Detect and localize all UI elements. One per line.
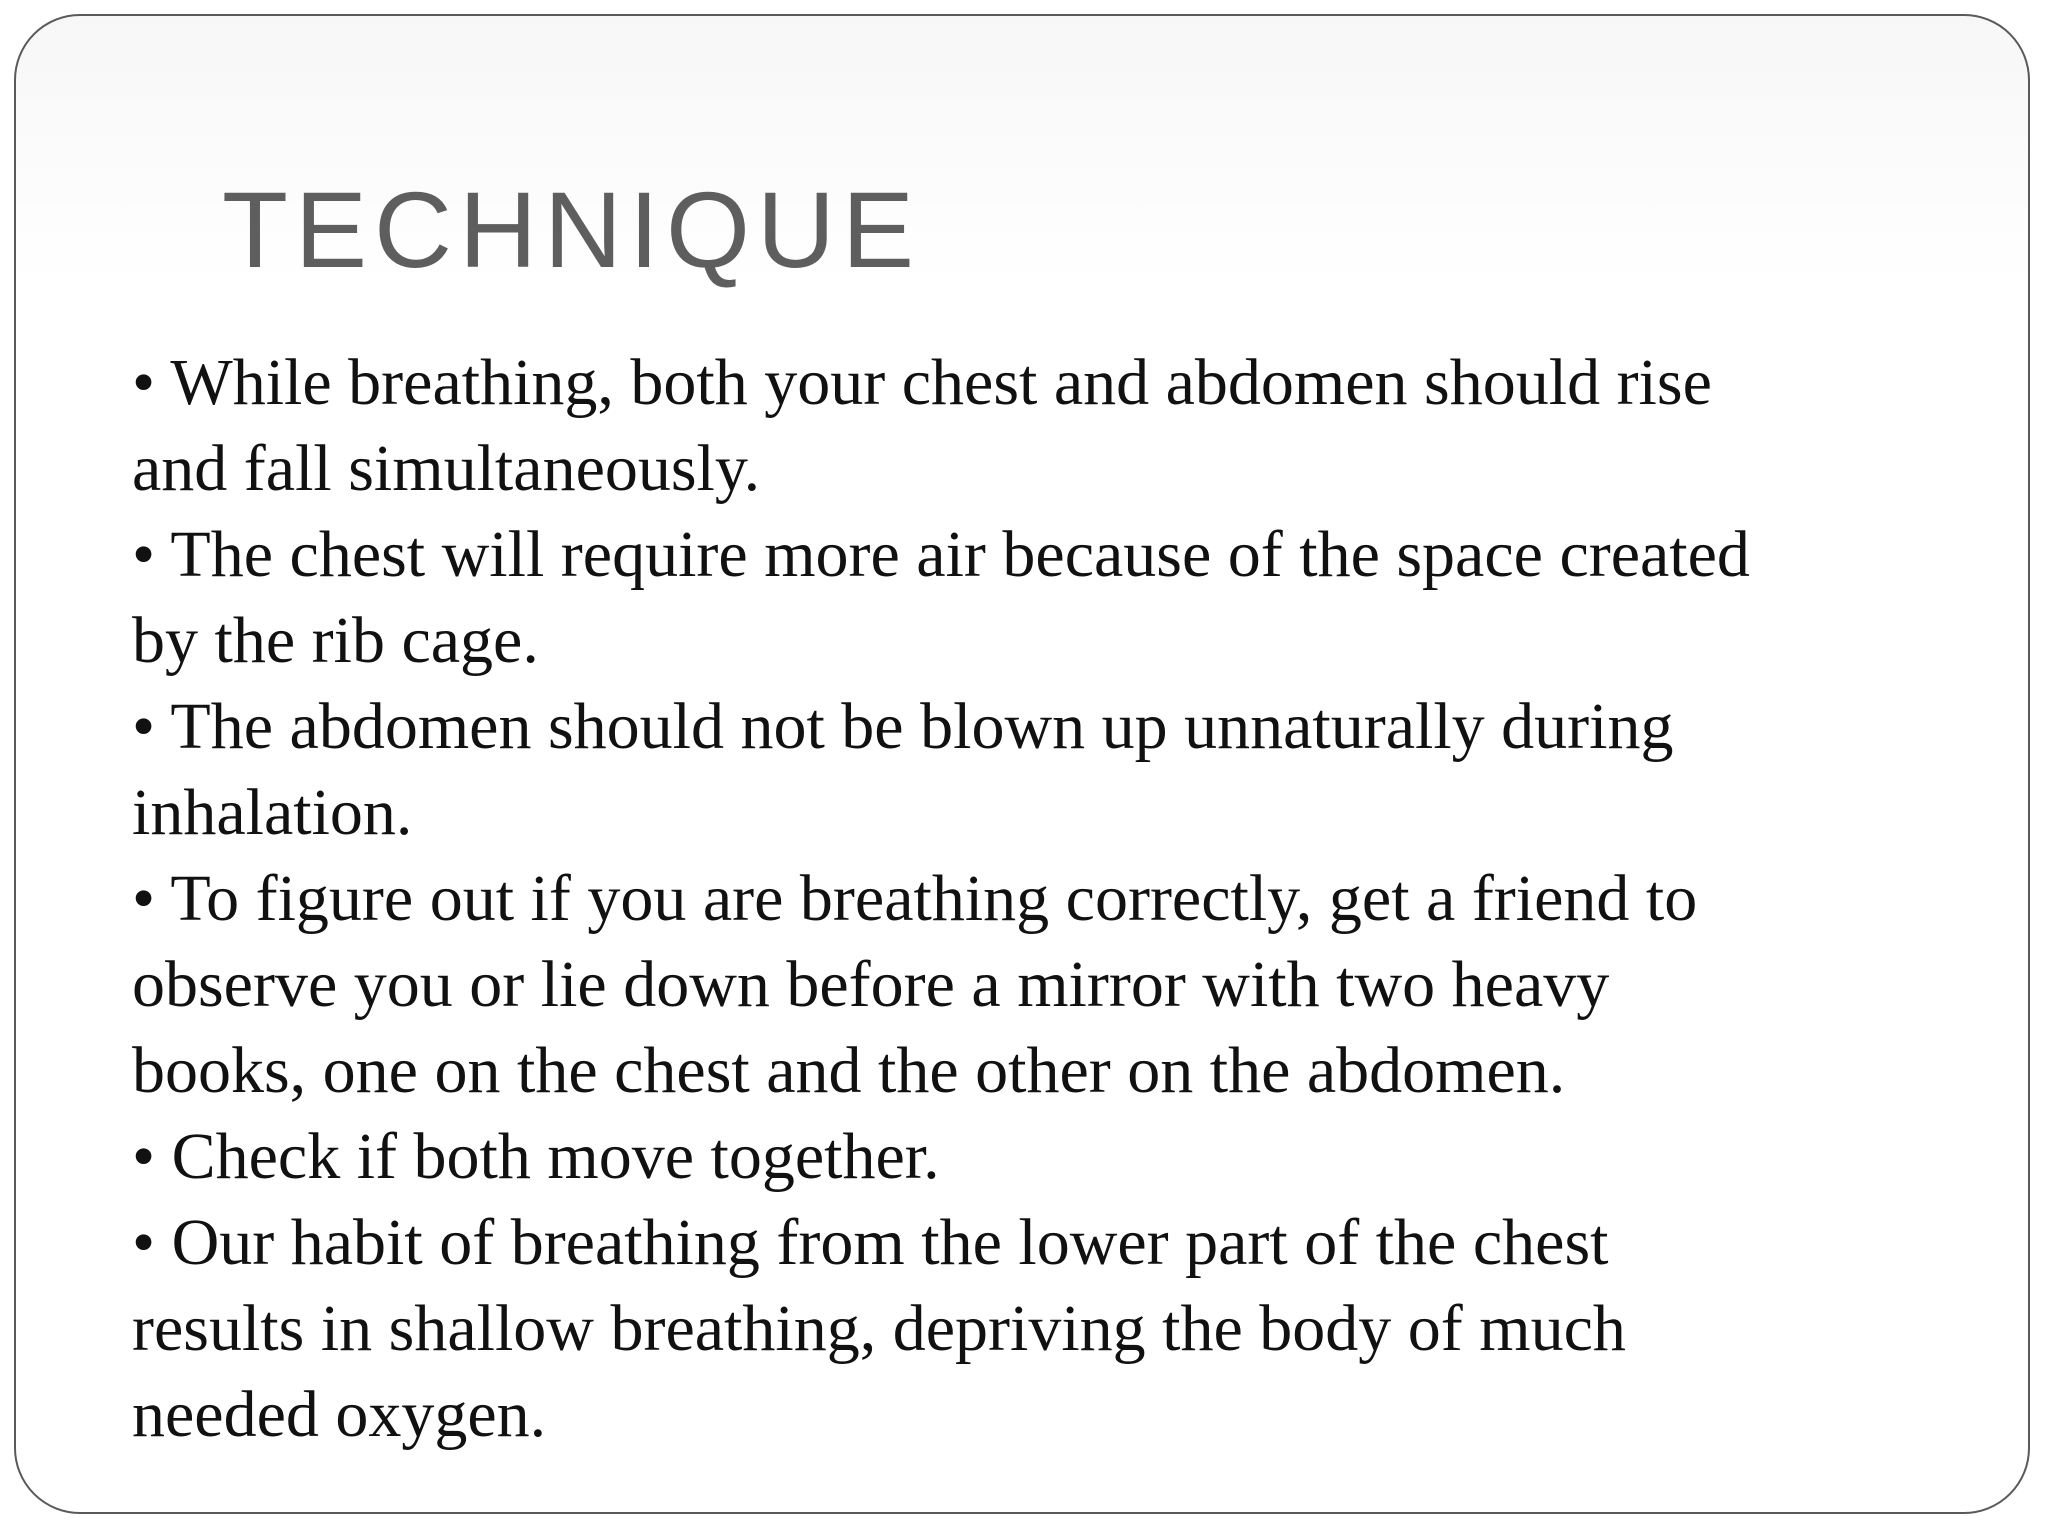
bullet-item [132,856,1932,1114]
slide-title: TECHNIQUE [222,169,922,290]
bullet-line: and fall simultaneously. [132,432,761,505]
bullet-item [132,1200,1932,1458]
bullet-line: inhalation. [132,776,413,849]
bullet-item [132,340,1932,512]
bullet-line: books, one on the chest and the other on the abdomen. [132,1034,1566,1107]
bullet-line: • Check if both move together. [132,1120,940,1193]
bullet-item [132,512,1932,684]
bullet-list [132,340,1932,1458]
bullet-line: • The abdomen should not be blown up unnaturally during [132,690,1674,763]
bullet-line: • While breathing, both your chest and abdomen should rise [132,346,1712,419]
bullet-line: • The chest will require more air because of the space created [132,518,1750,591]
bullet-line: by the rib cage. [132,604,539,677]
bullet-line: needed oxygen. [132,1378,547,1451]
bullet-item [132,684,1932,856]
bullet-line: results in shallow breathing, depriving the body of much [132,1292,1626,1365]
bullet-line: observe you or lie down before a mirror with two heavy [132,948,1610,1021]
bullet-line: • Our habit of breathing from the lower part of the chest [132,1206,1609,1279]
bullet-line: • To figure out if you are breathing correctly, get a friend to [132,862,1698,935]
bullet-item [132,1114,1932,1200]
